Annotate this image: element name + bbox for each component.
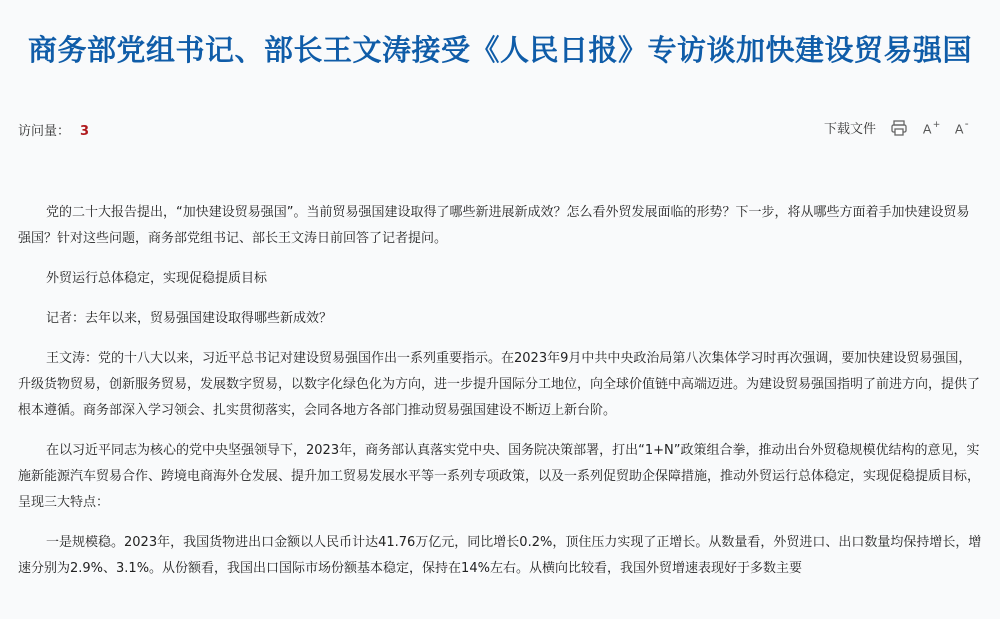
- svg-text:+: +: [932, 119, 940, 130]
- visits-count: 3: [80, 124, 90, 139]
- article-tools: [824, 118, 972, 137]
- svg-text:-: -: [964, 118, 969, 130]
- article-paragraph: 王文涛：党的十八大以来，习近平总书记对建设贸易强国作出一系列重要指示。在2023年9月中共中央政治局第八次集体学习时再次强调，要加快建设贸易强国，升级货物贸易，创新服务贸易，发展数字贸易，以数字化绿色化为方向，进一步提升国际分工地位，向全球价值链中高端迈进。为建设贸易强国指明了前进方向，提供了根本遵循。商务部深入学习领会、扎实贯彻落实，会同各地方各部门推动贸易强国建设不断迈上新台阶。: [18, 351, 981, 418]
- font-increase-icon[interactable]: [922, 119, 940, 137]
- article-title: 商务部党组书记、部长王文涛接受《人民日报》专访谈加快建设贸易强国: [27, 33, 972, 67]
- reporter-question: 记者：去年以来，贸易强国建设取得哪些新成效？: [46, 311, 333, 326]
- article-paragraph: 一是规模稳。2023年，我国货物进出口金额以人民币计达41.76万亿元，同比增长0.2%，顶住压力实现了正增长。从数量看，外贸进口、出口数量均保持增长，增速分别为2.9%、3.1%。从份额看，我国出口国际市场份额基本稳定，保持在14%左右。从横向比较看，我国外贸增速表现好于多数主要: [18, 535, 982, 576]
- visits-label: 访问量：: [18, 124, 71, 139]
- print-icon[interactable]: [890, 119, 908, 137]
- section-heading: 外贸运行总体稳定，实现促稳提质目标: [46, 271, 268, 286]
- font-decrease-icon[interactable]: [954, 119, 972, 137]
- visit-counter: [18, 120, 89, 139]
- download-file-link[interactable]: 下载文件: [823, 122, 876, 137]
- article-body: [18, 200, 982, 596]
- article-paragraph: 党的二十大报告提出，“加快建设贸易强国”。当前贸易强国建设取得了哪些新进展新成效？怎么看外贸发展面临的形势？下一步，将从哪些方面着手加快建设贸易强国？针对这些问题，商务部党组书记、部长王文涛日前回答了记者提问。: [18, 205, 970, 246]
- article-paragraph: 在以习近平同志为核心的党中央坚强领导下，2023年，商务部认真落实党中央、国务院决策部署，打出“1+N”政策组合拳，推动出台外贸稳规模优结构的意见，实施新能源汽车贸易合作、跨境电商海外仓发展、提升加工贸易发展水平等一系列专项政策，以及一系列促贸助企保障措施，推动外贸运行总体稳定，实现促稳提质目标，呈现三大特点：: [18, 443, 981, 510]
- svg-text:A: A: [954, 120, 964, 136]
- article-meta-bar: [18, 116, 982, 144]
- svg-text:A: A: [922, 120, 932, 136]
